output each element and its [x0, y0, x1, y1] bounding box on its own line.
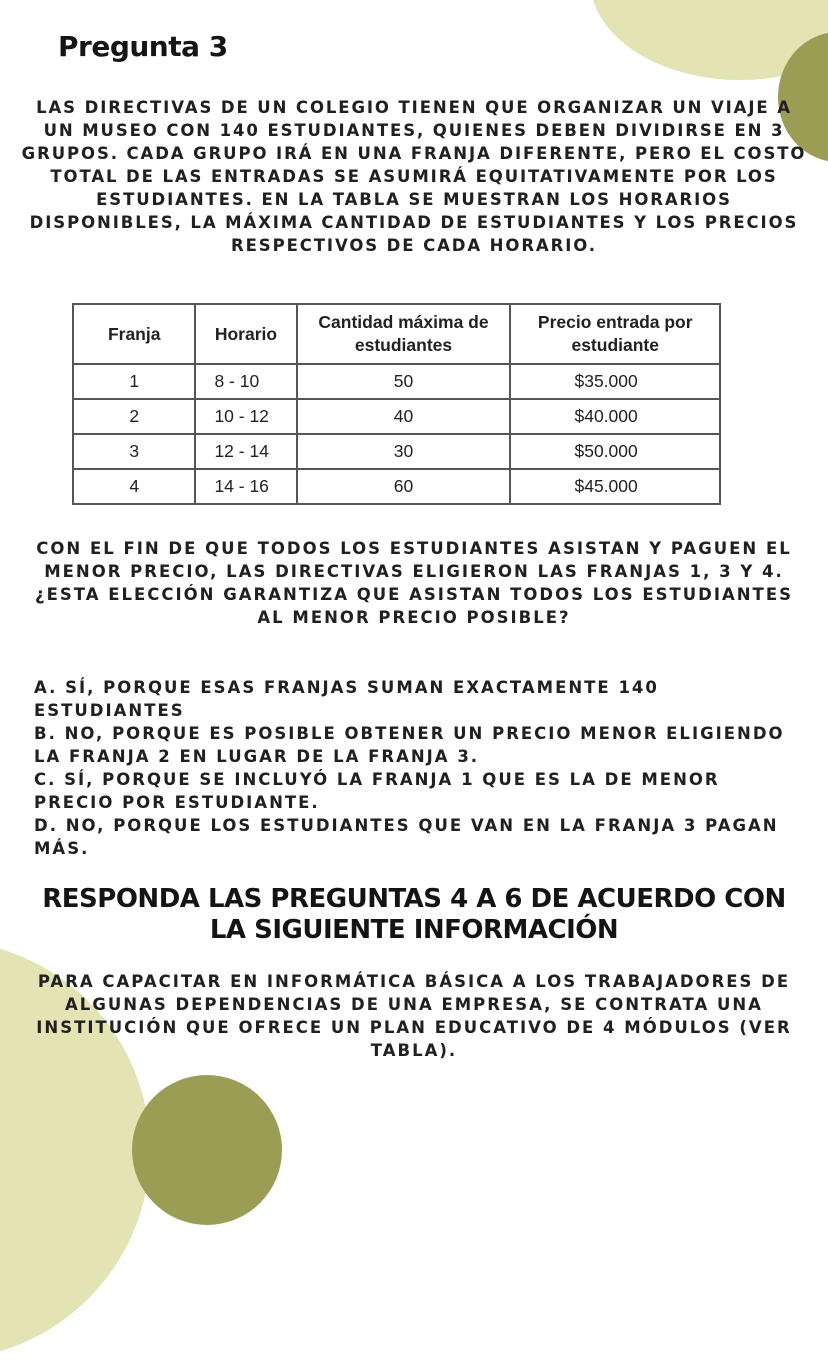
cell-cantidad: 40	[297, 399, 511, 434]
section-heading: RESPONDA LAS PREGUNTAS 4 A 6 DE ACUERDO CON LA SIGUIENTE INFORMACIÓN	[42, 884, 786, 945]
cell-precio: $50.000	[510, 434, 720, 469]
question-text: CON EL FIN DE QUE TODOS LOS ESTUDIANTES ASISTAN Y PAGUEN EL MENOR PRECIO, LAS DIRECTIVAS ELIGIERON LAS FRANJAS 1, 3 Y 4. ¿ESTA ELECCIÓN GARANTIZA QUE ASISTAN TODOS LOS ESTUDIANTES AL MENOR PRECIO POSIBLE?	[35, 539, 793, 627]
cell-franja: 4	[73, 469, 195, 504]
cell-cantidad: 30	[297, 434, 511, 469]
cell-cantidad: 50	[297, 364, 511, 399]
cell-precio: $35.000	[510, 364, 720, 399]
table-row	[73, 399, 720, 434]
table-row	[73, 434, 720, 469]
answer-options	[34, 676, 794, 860]
table-row	[73, 469, 720, 504]
cell-franja: 2	[73, 399, 195, 434]
question-title: Pregunta 3	[58, 30, 228, 63]
option-b[interactable]: B. NO, PORQUE ES POSIBLE OBTENER UN PRECIO MENOR ELIGIENDO LA FRANJA 2 EN LUGAR DE LA FRANJA 3.	[34, 724, 785, 766]
table-header-row	[73, 304, 720, 364]
intro-paragraph: LAS DIRECTIVAS DE UN COLEGIO TIENEN QUE ORGANIZAR UN VIAJE A UN MUSEO CON 140 ESTUDIANTES, QUIENES DEBEN DIVIDIRSE EN 3 GRUPOS. CADA GRUPO IRÁ EN UNA FRANJA DIFERENTE, PERO EL COSTO TOTAL DE LAS ENTRADAS SE ASUMIRÁ EQUITATIVAMENTE POR LOS ESTUDIANTES. EN LA TABLA SE MUESTRAN LOS HORARIOS DISPONIBLES, LA MÁXIMA CANTIDAD DE ESTUDIANTES Y LOS PRECIOS RESPECTIVOS DE CADA HORARIO.	[21, 98, 807, 255]
option-a[interactable]: A. SÍ, PORQUE ESAS FRANJAS SUMAN EXACTAMENTE 140 ESTUDIANTES	[34, 678, 659, 720]
cell-horario: 8 - 10	[195, 364, 296, 399]
decorative-blob-olive-bottom-left	[132, 1075, 282, 1225]
cell-cantidad: 60	[297, 469, 511, 504]
cell-precio: $45.000	[510, 469, 720, 504]
cell-horario: 12 - 14	[195, 434, 296, 469]
table-row	[73, 364, 720, 399]
header-franja: Franja	[73, 304, 195, 364]
cell-franja: 3	[73, 434, 195, 469]
cell-precio: $40.000	[510, 399, 720, 434]
cell-horario: 14 - 16	[195, 469, 296, 504]
cell-horario: 10 - 12	[195, 399, 296, 434]
header-precio: Precio entrada por estudiante	[510, 304, 720, 364]
section-info: PARA CAPACITAR EN INFORMÁTICA BÁSICA A LOS TRABAJADORES DE ALGUNAS DEPENDENCIAS DE UNA EMPRESA, SE CONTRATA UNA INSTITUCIÓN QUE OFRECE UN PLAN EDUCATIVO DE 4 MÓDULOS (VER TABLA).	[36, 972, 792, 1060]
option-d[interactable]: D. NO, PORQUE LOS ESTUDIANTES QUE VAN EN LA FRANJA 3 PAGAN MÁS.	[34, 816, 779, 858]
schedule-table	[72, 303, 721, 505]
cell-franja: 1	[73, 364, 195, 399]
header-cantidad: Cantidad máxima de estudiantes	[297, 304, 511, 364]
option-c[interactable]: C. SÍ, PORQUE SE INCLUYÓ LA FRANJA 1 QUE ES LA DE MENOR PRECIO POR ESTUDIANTE.	[34, 770, 720, 812]
header-horario: Horario	[195, 304, 296, 364]
